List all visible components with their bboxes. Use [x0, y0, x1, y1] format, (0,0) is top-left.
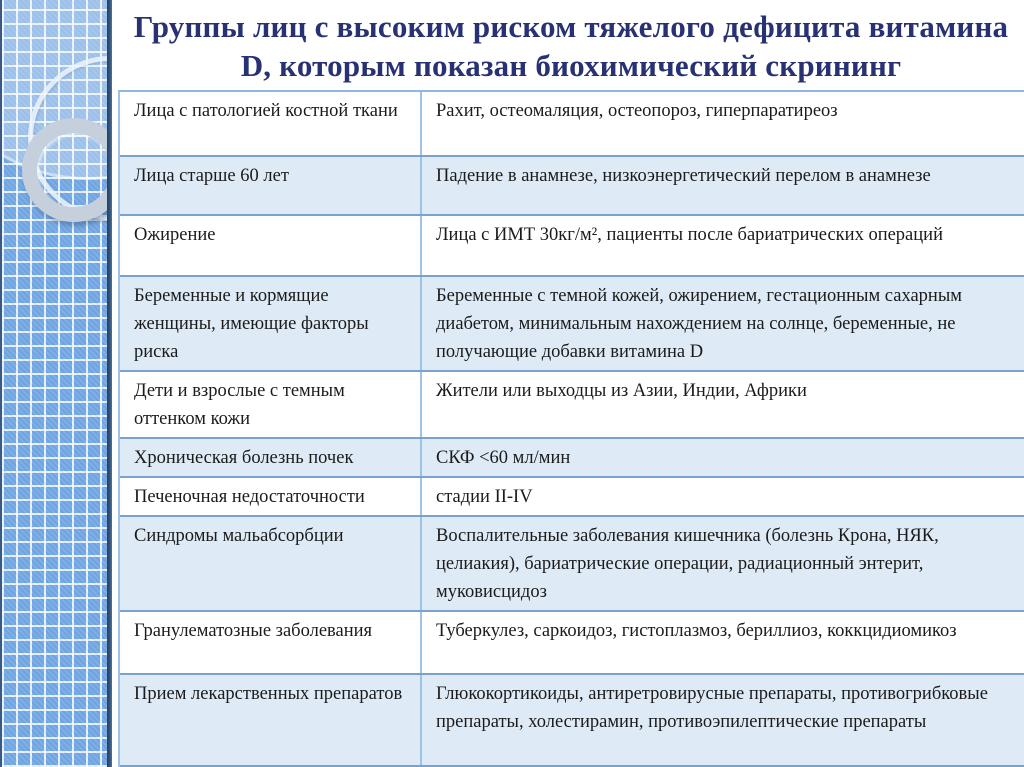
table-row	[120, 216, 1024, 277]
table-row	[120, 517, 1024, 612]
slide-title: Группы лиц с высоким риском тяжелого дефицита витамина D, которым показан биохимический скрининг	[133, 9, 1009, 83]
details-cell: СКФ <60 мл/мин	[436, 448, 571, 468]
group-cell: Синдромы мальабсорбции	[120, 517, 422, 610]
group-cell: Ожирение	[120, 216, 422, 275]
table-row	[120, 157, 1024, 216]
risk-groups-table	[118, 90, 1024, 767]
group-cell: Прием лекарственных препаратов	[120, 675, 422, 765]
details-cell: Падение в анамнезе, низкоэнергетический перелом в анамнезе	[436, 166, 931, 186]
details-cell: Глюкокортикоиды, антиретровирусные препараты, противогрибковые препараты, холестирамин, противоэпилептические препараты	[436, 684, 988, 732]
table-row	[120, 439, 1024, 478]
details-cell: стадии II-IV	[436, 487, 533, 507]
details-cell: Рахит, остеомаляция, остеопороз, гиперпаратиреоз	[436, 101, 838, 121]
table-row	[120, 372, 1024, 439]
group-cell: Беременные и кормящие женщины, имеющие факторы риска	[120, 277, 422, 370]
group-cell: Хроническая болезнь почек	[120, 439, 422, 476]
group-cell: Гранулематозные заболевания	[120, 612, 422, 673]
group-cell: Печеночная недостаточности	[120, 478, 422, 515]
table-row	[120, 675, 1024, 767]
slide-content	[118, 0, 1024, 767]
details-cell: Жители или выходцы из Азии, Индии, Африки	[436, 381, 807, 401]
details-cell: Воспалительные заболевания кишечника (болезнь Крона, НЯК, целиакия), бариатрические операции, радиационный энтерит, муковисцидоз	[436, 526, 939, 602]
table-row	[120, 478, 1024, 517]
details-cell: Туберкулез, саркоидоз, гистоплазмоз, бериллиоз, коккцидиомикоз	[436, 621, 957, 641]
sidebar-decoration	[0, 0, 107, 767]
table-row	[120, 277, 1024, 372]
table-row	[120, 612, 1024, 675]
details-cell: Беременные с темной кожей, ожирением, гестационным сахарным диабетом, минимальным нахождением на солнце, беременные, не получающие добавки витамина D	[436, 286, 962, 362]
group-cell: Лица с патологией костной ткани	[120, 92, 422, 155]
group-cell: Дети и взрослые с темным оттенком кожи	[120, 372, 422, 437]
details-cell: Лица с ИМТ 30кг/м², пациенты после бариатрических операций	[436, 225, 943, 245]
table-row	[120, 92, 1024, 157]
group-cell: Лица старше 60 лет	[120, 157, 422, 214]
